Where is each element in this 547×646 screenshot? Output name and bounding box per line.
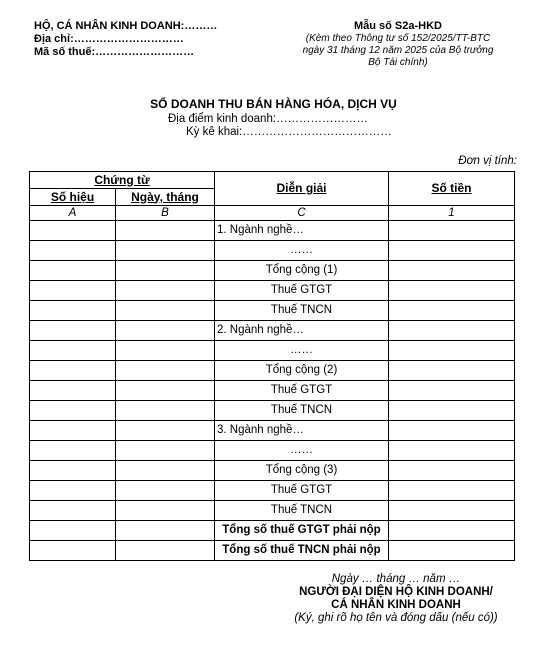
voucher-date-cell — [116, 221, 215, 241]
table-row — [30, 401, 515, 421]
unit-label: Đơn vị tính: — [458, 155, 517, 167]
letter-1: 1 — [389, 206, 515, 221]
description-cell: Tổng số thuế GTGT phải nộp — [215, 521, 389, 541]
circular-note-1: (Kèm theo Thông tư số 152/2025/TT-BTC — [305, 33, 491, 44]
description-cell: …… — [215, 241, 389, 261]
description-cell: 3. Ngành nghề… — [215, 421, 389, 441]
voucher-date-cell — [116, 281, 215, 301]
voucher-number-cell — [30, 281, 116, 301]
business-info — [34, 20, 217, 59]
table-row — [30, 281, 515, 301]
voucher-number-cell — [30, 261, 116, 281]
business-name-line: HỘ, CÁ NHÂN KINH DOANH:……… — [34, 20, 218, 32]
description-cell: Thuế GTGT — [215, 381, 389, 401]
amount-cell — [389, 501, 515, 521]
amount-cell — [389, 341, 515, 361]
voucher-number-cell — [30, 461, 116, 481]
amount-cell — [389, 361, 515, 381]
amount-cell — [389, 521, 515, 541]
voucher-number-cell — [30, 541, 116, 561]
table-row — [30, 481, 515, 501]
signature-block — [276, 573, 516, 625]
table-row — [30, 241, 515, 261]
voucher-date-cell — [116, 381, 215, 401]
description-cell: …… — [215, 341, 389, 361]
description-cell: Thuế TNCN — [215, 501, 389, 521]
voucher-date-cell — [116, 521, 215, 541]
voucher-date-header: Ngày, tháng — [116, 189, 215, 206]
table-row — [30, 301, 515, 321]
voucher-number-cell — [30, 521, 116, 541]
voucher-number-cell — [30, 301, 116, 321]
table-row — [30, 321, 515, 341]
voucher-date-cell — [116, 501, 215, 521]
circular-note-2: ngày 31 tháng 12 năm 2025 của Bộ trưởng — [302, 45, 494, 56]
description-header: Diễn giải — [215, 172, 389, 206]
column-letter-row — [30, 206, 515, 221]
voucher-number-cell — [30, 321, 116, 341]
amount-cell — [389, 261, 515, 281]
voucher-date-cell — [116, 541, 215, 561]
amount-cell — [389, 241, 515, 261]
voucher-date-cell — [116, 261, 215, 281]
revenue-ledger-table — [29, 171, 515, 561]
description-cell: Tổng số thuế TNCN phải nộp — [215, 541, 389, 561]
amount-cell — [389, 481, 515, 501]
amount-cell — [389, 381, 515, 401]
description-cell: …… — [215, 441, 389, 461]
description-cell: Thuế TNCN — [215, 401, 389, 421]
voucher-number-cell — [30, 481, 116, 501]
letter-c: C — [215, 206, 389, 221]
voucher-date-cell — [116, 301, 215, 321]
voucher-number-cell — [30, 501, 116, 521]
amount-cell — [389, 461, 515, 481]
voucher-number-cell — [30, 401, 116, 421]
description-cell: Tổng cộng (3) — [215, 461, 389, 481]
amount-cell — [389, 401, 515, 421]
voucher-number-cell — [30, 361, 116, 381]
table-row — [30, 541, 515, 561]
amount-cell — [389, 541, 515, 561]
table-row — [30, 461, 515, 481]
circular-note-3: Bộ Tài chính) — [368, 57, 428, 68]
amount-cell — [389, 301, 515, 321]
voucher-number-cell — [30, 421, 116, 441]
voucher-number-cell — [30, 341, 116, 361]
amount-cell — [389, 281, 515, 301]
description-cell: 1. Ngành nghề… — [215, 221, 389, 241]
voucher-number-cell — [30, 381, 116, 401]
description-cell: Tổng cộng (2) — [215, 361, 389, 381]
voucher-date-cell — [116, 321, 215, 341]
table-row — [30, 361, 515, 381]
description-cell: Thuế GTGT — [215, 481, 389, 501]
amount-cell — [389, 441, 515, 461]
table-row — [30, 341, 515, 361]
amount-header: Số tiền — [389, 172, 515, 206]
voucher-date-cell — [116, 341, 215, 361]
table-row — [30, 381, 515, 401]
letter-a: A — [30, 206, 116, 221]
table-row — [30, 521, 515, 541]
description-cell: Thuế TNCN — [215, 301, 389, 321]
signer-role-1: NGƯỜI ĐẠI DIỆN HỘ KINH DOANH/ — [299, 586, 493, 598]
declaration-period: Kỳ kê khai:………………………………… — [186, 126, 392, 138]
signer-role-2: CÁ NHÂN KINH DOANH — [331, 599, 461, 611]
voucher-number-cell — [30, 241, 116, 261]
voucher-header: Chứng từ — [30, 172, 215, 189]
voucher-date-cell — [116, 421, 215, 441]
amount-cell — [389, 321, 515, 341]
voucher-date-cell — [116, 361, 215, 381]
amount-cell — [389, 221, 515, 241]
tax-code-line: Mã số thuế:……………………… — [34, 46, 195, 58]
signature-date: Ngày … tháng … năm … — [331, 573, 461, 585]
signature-instruction: (Ký, ghi rõ họ tên và đóng dấu (nếu có)) — [294, 612, 498, 624]
table-row — [30, 501, 515, 521]
description-cell: Tổng cộng (1) — [215, 261, 389, 281]
form-code: Mẫu số S2a-HKD — [353, 20, 443, 32]
table-row — [30, 441, 515, 461]
address-line: Địa chỉ:………………………… — [34, 33, 184, 45]
voucher-number-cell — [30, 221, 116, 241]
table-row — [30, 421, 515, 441]
voucher-date-cell — [116, 481, 215, 501]
description-cell: 2. Ngành nghề… — [215, 321, 389, 341]
letter-b: B — [116, 206, 215, 221]
voucher-date-cell — [116, 461, 215, 481]
page-title: SỔ DOANH THU BÁN HÀNG HÓA, DỊCH VỤ — [150, 97, 397, 111]
table-row — [30, 221, 515, 241]
voucher-number-cell — [30, 441, 116, 461]
voucher-date-cell — [116, 401, 215, 421]
form-reference — [282, 20, 514, 69]
business-location: Địa điểm kinh doanh:…………………… — [168, 113, 369, 125]
table-row — [30, 261, 515, 281]
amount-cell — [389, 421, 515, 441]
voucher-date-cell — [116, 441, 215, 461]
voucher-date-cell — [116, 241, 215, 261]
description-cell: Thuế GTGT — [215, 281, 389, 301]
voucher-number-header: Số hiệu — [30, 189, 116, 206]
